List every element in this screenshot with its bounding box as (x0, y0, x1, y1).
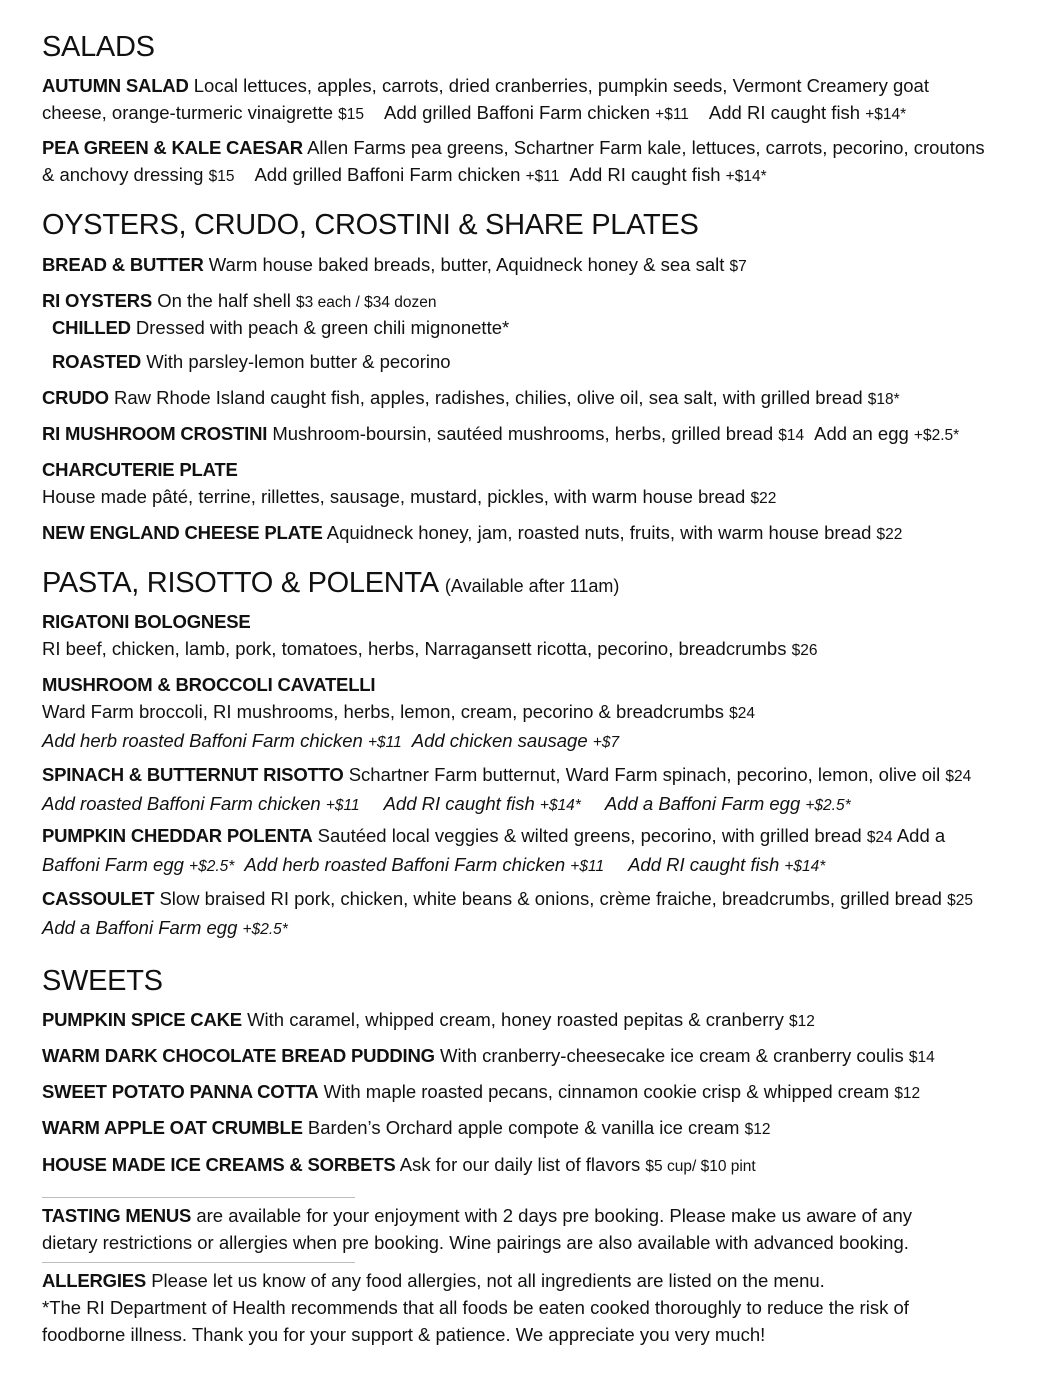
item-name: MUSHROOM & BROCCOLI CAVATELLI (42, 674, 376, 695)
note-text: are available for your enjoyment with 2 days pre booking. Please make us aware of any (196, 1205, 913, 1226)
addon-text: Add RI caught fish (628, 854, 780, 875)
addon-text: Baffoni Farm egg (42, 854, 184, 875)
item-price: $14 (908, 1049, 935, 1066)
item-description: Aquidneck honey, jam, roasted nuts, fruits, with warm house bread (326, 522, 872, 543)
addon-text: Add chicken sausage (411, 730, 588, 751)
item-price: $12 (788, 1013, 815, 1030)
menu-item-ri-oysters (42, 287, 1027, 316)
menu-item-polenta (42, 822, 1027, 880)
menu-item-mushroom-crostini (42, 420, 1027, 449)
option-description: Dressed with peach & green chili mignonette* (135, 317, 510, 338)
item-name: RI MUSHROOM CROSTINI (42, 423, 268, 444)
item-description: & anchovy dressing (42, 164, 204, 185)
addon-price: +$14* (725, 168, 767, 185)
item-price: $24 (945, 768, 972, 785)
addon-price: +$7 (592, 734, 620, 751)
item-description: With cranberry-cheesecake ice cream & cranberry coulis (440, 1045, 904, 1066)
note-title: TASTING MENUS (42, 1205, 192, 1226)
item-name: WARM DARK CHOCOLATE BREAD PUDDING (42, 1045, 435, 1066)
note-title: ALLERGIES (42, 1270, 147, 1291)
menu-item-rigatoni (42, 608, 1027, 664)
item-name: RI OYSTERS (42, 290, 153, 311)
item-price: $15 (208, 168, 235, 185)
item-name: SPINACH & BUTTERNUT RISOTTO (42, 764, 344, 785)
menu-item-crudo (42, 384, 1027, 413)
divider (42, 1262, 355, 1263)
oyster-option-roasted (42, 348, 1027, 375)
item-price: $12 (744, 1121, 771, 1138)
note-text: dietary restrictions or allergies when pre booking. Wine pairings are also available with advanced booking. (42, 1232, 909, 1253)
item-price: $22 (750, 490, 777, 507)
item-name: BREAD & BUTTER (42, 254, 204, 275)
addon-text: Add a Baffoni Farm egg (604, 793, 801, 814)
menu-item-charcuterie (42, 456, 1027, 512)
item-description: Barden’s Orchard apple compote & vanilla ice cream (307, 1117, 740, 1138)
item-description: Mushroom-boursin, sautéed mushrooms, herbs, grilled bread (272, 423, 774, 444)
menu-item-bread-butter (42, 251, 1027, 280)
salads-heading: SALADS (42, 31, 155, 63)
item-price: $25 (947, 892, 973, 909)
item-name: RIGATONI BOLOGNESE (42, 611, 251, 632)
note-text: foodborne illness. Thank you for your support & patience. We appreciate you very much! (42, 1324, 766, 1345)
item-description: RI beef, chicken, lamb, pork, tomatoes, herbs, Narragansett ricotta, pecorino, breadcrumbs (42, 638, 787, 659)
item-description: Raw Rhode Island caught fish, apples, radishes, chilies, olive oil, sea salt, with grilled bread (113, 387, 863, 408)
addon-price: +$11 (367, 734, 402, 751)
sweets-heading: SWEETS (42, 965, 163, 997)
item-price: $3 each / $34 dozen (296, 294, 437, 311)
addon-price: +$14* (865, 106, 907, 123)
addon-text: Add herb roasted Baffoni Farm chicken (244, 854, 566, 875)
item-name: CRUDO (42, 387, 109, 408)
item-description: Schartner Farm butternut, Ward Farm spinach, pecorino, lemon, olive oil (348, 764, 941, 785)
addon-price: +$11 (325, 797, 360, 814)
item-description: With maple roasted pecans, cinnamon cookie crisp & whipped cream (323, 1081, 890, 1102)
option-description: With parsley-lemon butter & pecorino (146, 351, 451, 372)
item-name: CASSOULET (42, 888, 155, 909)
addon-text: Add RI caught fish (708, 102, 861, 123)
menu-item-apple-crumble (42, 1114, 1027, 1143)
item-price: $15 (338, 106, 365, 123)
item-description: Ward Farm broccoli, RI mushrooms, herbs, lemon, cream, pecorino & breadcrumbs (42, 701, 724, 722)
addon-text: Add grilled Baffoni Farm chicken (384, 102, 651, 123)
addon-price: +$11 (655, 106, 689, 123)
share-plates-heading: OYSTERS, CRUDO, CROSTINI & SHARE PLATES (42, 209, 699, 241)
item-description: House made pâté, terrine, rillettes, sausage, mustard, pickles, with warm house bread (42, 486, 746, 507)
item-price: $24 (866, 829, 893, 846)
item-price: $18* (867, 391, 900, 408)
item-description: Local lettuces, apples, carrots, dried cranberries, pumpkin seeds, Vermont Creamery goat (193, 75, 929, 96)
addon-price: +$14* (539, 797, 581, 814)
item-description: cheese, orange-turmeric vinaigrette (42, 102, 334, 123)
menu-item-spice-cake (42, 1006, 1027, 1035)
option-name: CHILLED (52, 317, 131, 338)
item-price: $12 (894, 1085, 921, 1102)
addon-text: Add RI caught fish (569, 164, 721, 185)
tasting-menus-note (42, 1202, 1027, 1256)
item-name: AUTUMN SALAD (42, 75, 189, 96)
item-name: HOUSE MADE ICE CREAMS & SORBETS (42, 1154, 396, 1175)
item-description: On the half shell (157, 290, 291, 311)
pasta-heading (42, 566, 619, 603)
addon-price: +$2.5* (189, 858, 235, 875)
item-price: $7 (729, 258, 747, 275)
addon-text: Add an egg (814, 423, 909, 444)
item-description: Sautéed local veggies & wilted greens, pecorino, with grilled bread (317, 825, 862, 846)
menu-item-caesar (42, 134, 1027, 190)
item-name: PUMPKIN SPICE CAKE (42, 1009, 242, 1030)
item-price: $5 cup/ $10 pint (645, 1158, 756, 1175)
addon-text: Add roasted Baffoni Farm chicken (42, 793, 321, 814)
item-description: With caramel, whipped cream, honey roasted pepitas & cranberry (247, 1009, 784, 1030)
item-price: $24 (729, 705, 756, 722)
menu-item-panna-cotta (42, 1078, 1027, 1107)
item-price: $22 (876, 526, 903, 543)
addon-price: +$14* (784, 858, 826, 875)
allergies-note (42, 1267, 1027, 1348)
addon-text: Add herb roasted Baffoni Farm chicken (42, 730, 363, 751)
item-description: Warm house baked breads, butter, Aquidneck honey & sea salt (208, 254, 725, 275)
item-price: $14 (778, 427, 805, 444)
addon-price: +$2.5* (913, 427, 960, 444)
section-title: PASTA, RISOTTO & POLENTA (42, 567, 438, 599)
menu-item-cavatelli (42, 671, 1027, 756)
addon-text: Add a (896, 825, 946, 846)
item-name: CHARCUTERIE PLATE (42, 459, 238, 480)
menu-item-cheese-plate (42, 519, 1027, 548)
menu-item-ice-creams (42, 1151, 1027, 1180)
addon-price: +$2.5* (242, 921, 288, 938)
option-name: ROASTED (52, 351, 142, 372)
item-description: Ask for our daily list of flavors (399, 1154, 641, 1175)
item-name: SWEET POTATO PANNA COTTA (42, 1081, 319, 1102)
addon-text: Add a Baffoni Farm egg (42, 917, 238, 938)
item-description: Slow braised RI pork, chicken, white beans & onions, crème fraiche, breadcrumbs, grilled bread (159, 888, 942, 909)
note-text: Please let us know of any food allergies, not all ingredients are listed on the menu. (151, 1270, 825, 1291)
divider (42, 1197, 355, 1198)
menu-item-cassoulet (42, 885, 1027, 943)
item-description: Allen Farms pea greens, Schartner Farm kale, lettuces, carrots, pecorino, croutons (307, 137, 985, 158)
menu-item-bread-pudding (42, 1042, 1027, 1071)
oyster-option-chilled (42, 314, 1027, 341)
addon-price: +$2.5* (805, 797, 851, 814)
menu-item-autumn-salad (42, 72, 1027, 128)
item-name: PUMPKIN CHEDDAR POLENTA (42, 825, 313, 846)
item-name: NEW ENGLAND CHEESE PLATE (42, 522, 323, 543)
item-name: PEA GREEN & KALE CAESAR (42, 137, 303, 158)
item-price: $26 (791, 642, 818, 659)
availability-note: (Available after 11am) (444, 576, 620, 596)
menu-item-risotto (42, 761, 1027, 819)
addon-text: Add grilled Baffoni Farm chicken (254, 164, 521, 185)
addon-price: +$11 (570, 858, 605, 875)
addon-price: +$11 (525, 168, 560, 185)
addon-text: Add RI caught fish (383, 793, 535, 814)
note-text: *The RI Department of Health recommends that all foods be eaten cooked thoroughly to reduce the risk of (42, 1297, 909, 1318)
item-name: WARM APPLE OAT CRUMBLE (42, 1117, 303, 1138)
